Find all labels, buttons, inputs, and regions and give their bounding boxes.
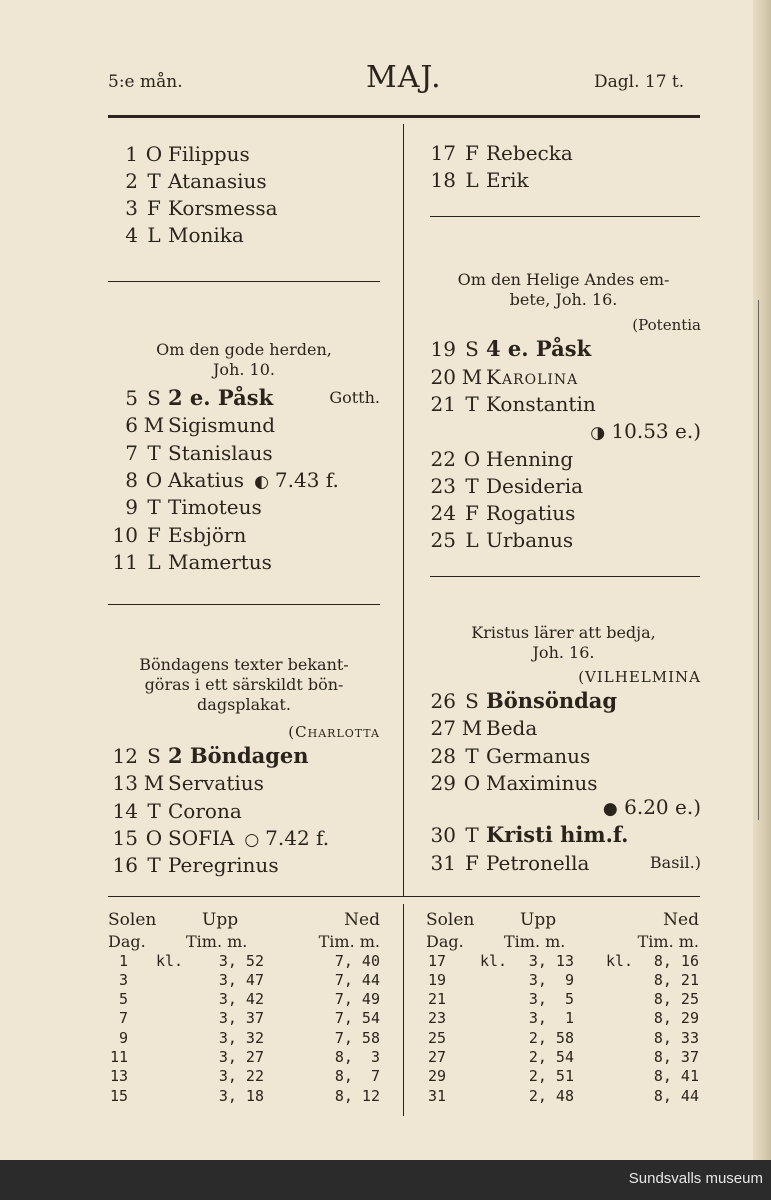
name-day: Beda	[486, 716, 538, 741]
day-number: 12	[112, 744, 138, 768]
weekday-letter: O	[145, 467, 163, 492]
sun-table-cell: kl.	[480, 951, 508, 970]
sun-table-row	[426, 1009, 699, 1028]
name-day: Timoteus	[168, 495, 262, 520]
sun-table-cell: 1	[118, 951, 128, 970]
sun-table-cell: 31	[427, 1086, 446, 1105]
gospel-note-bedja: Kristus lärer att bedja, Joh. 16.	[471, 623, 656, 662]
day-row	[426, 336, 701, 362]
day-number: 14	[112, 798, 138, 823]
sun-table-row	[426, 1067, 699, 1086]
sun-table-cell: 25	[427, 1028, 446, 1047]
sun-table-cell: 15	[109, 1086, 128, 1105]
weekday-letter: S	[465, 689, 479, 713]
sun-subheader-cell: Tim. m.	[504, 932, 566, 952]
weekday-letter: F	[465, 850, 479, 875]
sun-table-cell: 17	[427, 951, 446, 970]
name-day: Erik	[486, 168, 529, 192]
name-day: Atanasius	[168, 169, 267, 193]
sun-table-cell: 5	[118, 990, 128, 1009]
daylight-label: Dagl. 17 t.	[594, 72, 685, 92]
name-day: Rogatius	[486, 501, 576, 525]
day-number: 22	[430, 447, 456, 471]
day-extra: Gotth.	[329, 388, 380, 407]
day-number: 29	[430, 770, 456, 795]
name-day: Kristi him.f.	[486, 822, 629, 847]
sun-table-cell: 8, 25	[653, 990, 699, 1009]
day-number: 25	[430, 528, 456, 552]
weekday-letter: T	[465, 743, 479, 768]
weekday-letter: F	[147, 522, 161, 547]
name-day: SOFIA	[168, 825, 235, 850]
day-number: 2	[125, 169, 138, 193]
weekday-letter: O	[145, 142, 163, 166]
weekday-letter: M	[143, 771, 165, 796]
name-charlotta: (Charlotta	[288, 723, 380, 741]
day-number: 4	[125, 223, 138, 247]
moon-phase-21: ◑ 10.53 e.)	[590, 419, 701, 443]
weekday-letter: L	[147, 549, 161, 574]
name-day: Maximinus	[486, 770, 598, 795]
day-number: 30	[430, 823, 456, 847]
day-row	[426, 770, 701, 796]
name-day: Rebecka	[486, 141, 573, 165]
museum-credit-bar	[0, 1160, 771, 1200]
day-row	[108, 385, 380, 411]
sun-table-right	[426, 911, 699, 1106]
name-day: Mamertus	[168, 549, 272, 574]
day-row	[426, 500, 701, 526]
day-number: 28	[430, 743, 456, 768]
new-moon-icon: ●	[602, 799, 618, 819]
weekday-letter: F	[147, 196, 161, 220]
name-day: Akatius	[168, 467, 245, 492]
sun-table-cell: 19	[427, 970, 446, 989]
weekday-letter: T	[147, 169, 161, 193]
sun-table-cell: 8, 7	[334, 1067, 380, 1086]
left-separator-1	[108, 281, 380, 282]
day-row	[426, 446, 701, 472]
name-day: 2 Böndagen	[168, 743, 309, 768]
weekday-letter: L	[465, 528, 479, 552]
day-row	[426, 140, 701, 166]
weekday-letter: O	[463, 770, 481, 795]
sun-table-cell: 8, 29	[653, 1009, 699, 1028]
page-edge	[753, 0, 771, 1160]
sun-table-row	[108, 971, 380, 990]
sun-table-row	[108, 1048, 380, 1067]
name-day: Germanus	[486, 743, 591, 768]
sun-header-cell: Ned	[344, 910, 380, 930]
sun-subheader-row	[108, 932, 380, 951]
day-row	[426, 822, 701, 848]
sun-table-left	[108, 911, 380, 1106]
day-number: 21	[430, 392, 456, 416]
sun-table-cell: 21	[427, 990, 446, 1009]
sun-table-cell: 3, 37	[218, 1009, 264, 1028]
full-moon-icon: ○	[244, 829, 260, 850]
sun-table-row	[426, 990, 699, 1009]
day-row	[108, 494, 380, 520]
right-separator-2	[430, 576, 700, 577]
day-row	[426, 391, 701, 417]
day-number: 11	[112, 549, 138, 574]
day-number: 1	[125, 142, 138, 166]
sun-table-cell: 3, 9	[528, 970, 574, 989]
name-day: Sigismund	[168, 413, 276, 438]
weekday-letter: T	[147, 798, 161, 823]
sun-table-cell: kl.	[156, 951, 184, 970]
sun-table-row	[108, 990, 380, 1009]
day-extra: 7.43 f.	[274, 467, 339, 492]
day-row	[426, 527, 701, 553]
day-number: 16	[112, 853, 138, 878]
right-separator-1	[430, 216, 700, 217]
weekday-letter: T	[147, 495, 161, 520]
sun-table-cell: 8, 44	[653, 1086, 699, 1105]
sun-table-cell: 3	[118, 970, 128, 989]
sun-table-row	[108, 1087, 380, 1106]
sun-table-cell: 7, 44	[334, 970, 380, 989]
sun-table-cell: 3, 13	[528, 951, 574, 970]
sun-header-cell: Solen	[108, 910, 157, 930]
weekday-letter: F	[465, 141, 479, 165]
sun-table-cell: 13	[109, 1067, 128, 1086]
month-title: MAJ.	[366, 60, 442, 95]
sun-table-cell: 2, 58	[528, 1028, 574, 1047]
sun-table-row	[426, 1029, 699, 1048]
name-day: Peregrinus	[168, 853, 279, 878]
day-row	[108, 440, 380, 466]
sun-table-cell: 3, 18	[218, 1086, 264, 1105]
sun-table-cell: 11	[109, 1048, 128, 1067]
day-number: 10	[112, 522, 138, 547]
sun-table-row	[108, 952, 380, 971]
day-row	[426, 364, 701, 390]
day-extra: 7.42 f.	[265, 825, 330, 850]
sun-header-cell: Solen	[426, 910, 475, 930]
name-potentia: (Potentia	[632, 316, 701, 334]
day-number: 20	[430, 364, 456, 389]
day-number: 7	[125, 440, 138, 465]
sun-table-row	[426, 1048, 699, 1067]
sun-table-cell: 29	[427, 1067, 446, 1086]
name-day: Monika	[168, 223, 244, 247]
weekday-letter: S	[147, 386, 161, 410]
day-row	[108, 195, 380, 221]
name-vilhelmina: (VILHELMINA	[578, 668, 701, 686]
weekday-letter: M	[461, 364, 483, 389]
sun-table-cell: 3, 5	[528, 990, 574, 1009]
sun-header-row	[108, 911, 380, 930]
name-day: Stanislaus	[168, 440, 273, 465]
sun-table-cell: 7, 49	[334, 990, 380, 1009]
day-row	[108, 522, 380, 548]
sun-table-cell: 3, 42	[218, 990, 264, 1009]
day-row	[426, 743, 701, 769]
sun-table-row	[108, 1009, 380, 1028]
day-number: 6	[125, 413, 138, 438]
name-day: Petronella	[486, 850, 590, 875]
sun-table-row	[426, 952, 699, 971]
sun-table-cell: 8, 37	[653, 1048, 699, 1067]
day-row	[426, 473, 701, 499]
sun-table-cell: 3, 47	[218, 970, 264, 989]
weekday-letter: M	[143, 413, 165, 438]
week-label: 5:e mån.	[108, 72, 183, 92]
table-divider	[403, 904, 404, 1116]
bondag-note: Böndagens texter bekant- göras i ett särskildt bön- dagsplakat.	[139, 655, 349, 714]
sun-table-cell: 7, 40	[334, 951, 380, 970]
sun-table-cell: 3, 32	[218, 1028, 264, 1047]
sun-subheader-cell: Tim. m.	[637, 932, 699, 952]
day-number: 8	[125, 467, 138, 492]
moon-phase-29: ● 6.20 e.)	[602, 795, 701, 819]
right-column	[426, 0, 701, 900]
sun-table-cell: 9	[118, 1028, 128, 1047]
weekday-letter: S	[465, 337, 479, 361]
sun-header-cell: Upp	[202, 910, 239, 930]
day-row	[426, 167, 701, 193]
name-day: Esbjörn	[168, 522, 247, 547]
column-divider	[403, 124, 404, 896]
weekday-letter: T	[465, 474, 479, 498]
day-number: 17	[430, 141, 456, 165]
day-row	[108, 168, 380, 194]
day-row	[108, 141, 380, 167]
day-row	[108, 770, 380, 796]
day-row	[426, 715, 701, 741]
day-row	[108, 852, 380, 878]
name-day: Konstantin	[486, 392, 596, 416]
sun-table-row	[108, 1029, 380, 1048]
weekday-letter: F	[465, 501, 479, 525]
weekday-letter: L	[147, 223, 161, 247]
name-day: 2 e. Påsk	[168, 385, 274, 410]
gospel-note-herden: Om den gode herden, Joh. 10.	[156, 340, 332, 379]
sun-table-cell: 8, 41	[653, 1067, 699, 1086]
name-day: Bönsöndag	[486, 688, 618, 713]
sun-header-cell: Ned	[663, 910, 699, 930]
sun-table-row	[108, 1067, 380, 1086]
day-row	[108, 825, 380, 853]
day-row	[108, 467, 380, 495]
day-number: 5	[125, 386, 138, 410]
day-row	[108, 798, 380, 824]
name-day: Corona	[168, 798, 242, 823]
day-number: 13	[112, 771, 138, 796]
last-quarter-moon-icon: ◐	[254, 471, 269, 492]
first-quarter-moon-icon: ◑	[590, 423, 606, 443]
sun-table-cell: 3, 22	[218, 1067, 264, 1086]
sun-table-cell: 7, 54	[334, 1009, 380, 1028]
day-row	[426, 850, 701, 876]
weekday-letter: T	[147, 440, 161, 465]
museum-credit: Sundsvalls museum	[628, 1170, 763, 1187]
sun-table-cell: 3, 1	[528, 1009, 574, 1028]
sun-table-cell: kl.	[606, 951, 634, 970]
sun-header-row	[426, 911, 699, 930]
weekday-letter: S	[147, 744, 161, 768]
sun-table-cell: 8, 12	[334, 1086, 380, 1105]
name-day: Henning	[486, 447, 574, 471]
sun-table-cell: 3, 27	[218, 1048, 264, 1067]
sun-table-cell: 2, 54	[528, 1048, 574, 1067]
sun-subheader-cell: Dag.	[108, 932, 146, 952]
sun-table-cell: 8, 3	[334, 1048, 380, 1067]
sun-table-cell: 7, 58	[334, 1028, 380, 1047]
weekday-letter: L	[465, 168, 479, 192]
day-number: 15	[112, 825, 138, 850]
day-number: 27	[430, 716, 456, 741]
sun-subheader-cell: Dag.	[426, 932, 464, 952]
sun-subheader-row	[426, 932, 699, 951]
sun-subheader-cell: Tim. m.	[318, 932, 380, 952]
day-number: 3	[125, 196, 138, 220]
day-number: 24	[430, 501, 456, 525]
day-row	[108, 222, 380, 248]
day-row	[108, 412, 380, 438]
day-number: 19	[430, 337, 456, 361]
day-row	[108, 743, 380, 769]
sun-table-cell: 8, 21	[653, 970, 699, 989]
name-day: Desideria	[486, 474, 584, 498]
sun-table-cell: 2, 51	[528, 1067, 574, 1086]
sun-table-cell: 2, 48	[528, 1086, 574, 1105]
day-number: 23	[430, 474, 456, 498]
name-day: Karolina	[486, 364, 579, 389]
sun-table-row	[426, 1087, 699, 1106]
name-day: 4 e. Påsk	[486, 336, 592, 361]
name-day: Korsmessa	[168, 196, 278, 220]
left-column	[108, 0, 380, 900]
day-row	[108, 549, 380, 575]
weekday-letter: O	[145, 825, 163, 850]
weekday-letter: T	[465, 392, 479, 416]
sun-table-cell: 8, 16	[653, 951, 699, 970]
day-number: 18	[430, 168, 456, 192]
weekday-letter: M	[461, 716, 483, 741]
sun-table-cell: 7	[118, 1009, 128, 1028]
sun-table-cell: 8, 33	[653, 1028, 699, 1047]
name-day: Urbanus	[486, 528, 574, 552]
weekday-letter: T	[147, 853, 161, 878]
left-separator-2	[108, 604, 380, 605]
name-day: Servatius	[168, 771, 264, 796]
sun-subheader-cell: Tim. m.	[186, 932, 248, 952]
sun-table-cell: 3, 52	[218, 951, 264, 970]
weekday-letter: T	[465, 823, 479, 847]
sun-table-cell: 27	[427, 1048, 446, 1067]
day-number: 31	[430, 850, 456, 875]
day-number: 26	[430, 689, 456, 713]
day-extra: Basil.)	[649, 852, 701, 872]
sun-table-cell: 23	[427, 1009, 446, 1028]
sun-table-row	[426, 971, 699, 990]
day-row	[426, 688, 701, 714]
day-number: 9	[125, 495, 138, 520]
gospel-note-ande: Om den Helige Andes em- bete, Joh. 16.	[457, 270, 670, 309]
weekday-letter: O	[463, 447, 481, 471]
name-day: Filippus	[168, 142, 250, 166]
sun-header-cell: Upp	[520, 910, 557, 930]
